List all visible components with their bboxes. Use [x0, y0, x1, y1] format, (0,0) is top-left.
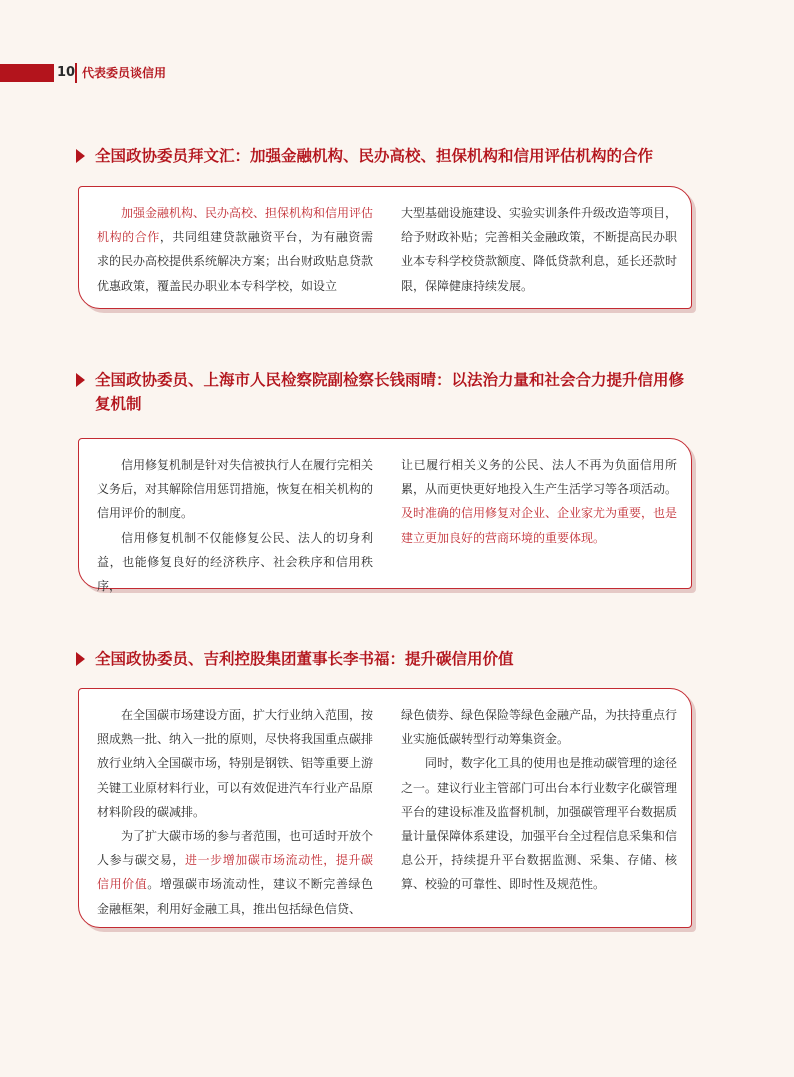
section-3-left-column — [97, 703, 374, 916]
section-3-right-paragraph-1: 绿色债券、绿色保险等绿色金融产品，为扶持重点行业实施低碳转型行动筹集资金。 — [401, 708, 678, 747]
section-1-card — [78, 186, 692, 309]
section-3-card — [78, 688, 692, 928]
section-2-heading — [76, 368, 696, 416]
section-1-right-paragraph-1: 大型基础设施建设、实验实训条件升级改造等项目，给予财政补贴；完善相关金融政策，不断提高民办职业本专科学校贷款额度、降低贷款利息，延长还款时限，保障健康持续发展。 — [401, 206, 678, 293]
triangle-bullet-icon — [76, 373, 85, 387]
section-3-right-paragraph-2: 同时，数字化工具的使用也是推动碳管理的途径之一。建议行业主管部门可出台本行业数字化碳管理平台的建设标准及监督机制，加强碳管理平台数据质量计量保障体系建设，加强平台全过程信息采集和信息公开，持续提升平台数据监测、采集、存储、核算、校验的可靠性、即时性及规范性。 — [401, 756, 678, 892]
section-3-right-column — [401, 703, 677, 913]
section-3-left-paragraph-1: 在全国碳市场建设方面，扩大行业纳入范围，按照成熟一批、纳入一批的原则，尽快将我国重点碳排放行业纳入全国碳市场，特别是钢铁、铝等重要上游关键工业原材料行业，可以有效促进汽车行业产品原材料阶段的碳减排。 — [97, 708, 374, 819]
triangle-bullet-icon — [76, 149, 85, 163]
body-text: ，共同组建贷款融资平台，为有融资需求的民办高校提供系统解决方案；出台财政贴息贷款优惠政策，覆盖民办职业本专科学校，如设立 — [97, 230, 374, 293]
section-1-heading — [76, 144, 696, 168]
body-text: 。增强碳市场流动性，建议不断完善绿色金融框架，利用好金融工具，推出包括绿色信贷、 — [97, 877, 373, 916]
section-3-left-paragraph-2 — [97, 824, 373, 921]
triangle-bullet-icon — [76, 652, 85, 666]
section-2-heading-text: 全国政协委员、上海市人民检察院副检察长钱雨晴：以法治力量和社会合力提升信用修复机制 — [95, 371, 685, 413]
section-3-heading-text: 全国政协委员、吉利控股集团董事长李书福：提升碳信用价值 — [95, 650, 514, 668]
section-1-left-paragraph-1 — [97, 201, 373, 298]
header-red-bar — [0, 64, 54, 82]
section-2-right-paragraph-2: 及时准确的信用修复对企业、企业家尤为重要，也是建立更加良好的营商环境的重要体现。 — [401, 506, 678, 545]
section-2-right-column — [401, 453, 677, 574]
section-3-heading — [76, 647, 696, 671]
highlight-text: 进一步增加碳市场流动性，提升碳信用价值 — [97, 853, 373, 892]
header-divider — [75, 63, 77, 83]
section-2-left-column — [97, 453, 374, 594]
section-2-card — [78, 438, 692, 594]
section-2-right-paragraph-1: 让已履行相关义务的公民、法人不再为负面信用所累，从而更快更好地投入生产生活学习等各项活动。 — [401, 458, 678, 497]
section-1-heading-text: 全国政协委员拜文汇：加强金融机构、民办高校、担保机构和信用评估机构的合作 — [95, 147, 654, 165]
page-number: 10 — [57, 65, 76, 80]
section-2-left-paragraph-1: 信用修复机制是针对失信被执行人在履行完相关义务后，对其解除信用惩罚措施，恢复在相关机构的信用评价的制度。 — [97, 458, 374, 521]
section-2-left-paragraph-2: 信用修复机制不仅能修复公民、法人的切身利益，也能修复良好的经济秩序、社会秩序和信用秩序， — [97, 530, 373, 594]
section-title: 代表委员谈信用 — [82, 66, 167, 80]
body-text: 为了扩大碳市场的参与者范围，也可适时开放个人参与碳交易， — [97, 829, 374, 868]
section-1-left-column — [97, 201, 373, 294]
highlight-text: 加强金融机构、民办高校、担保机构和信用评估机构的合作 — [97, 206, 374, 245]
section-1-right-column — [401, 201, 677, 294]
